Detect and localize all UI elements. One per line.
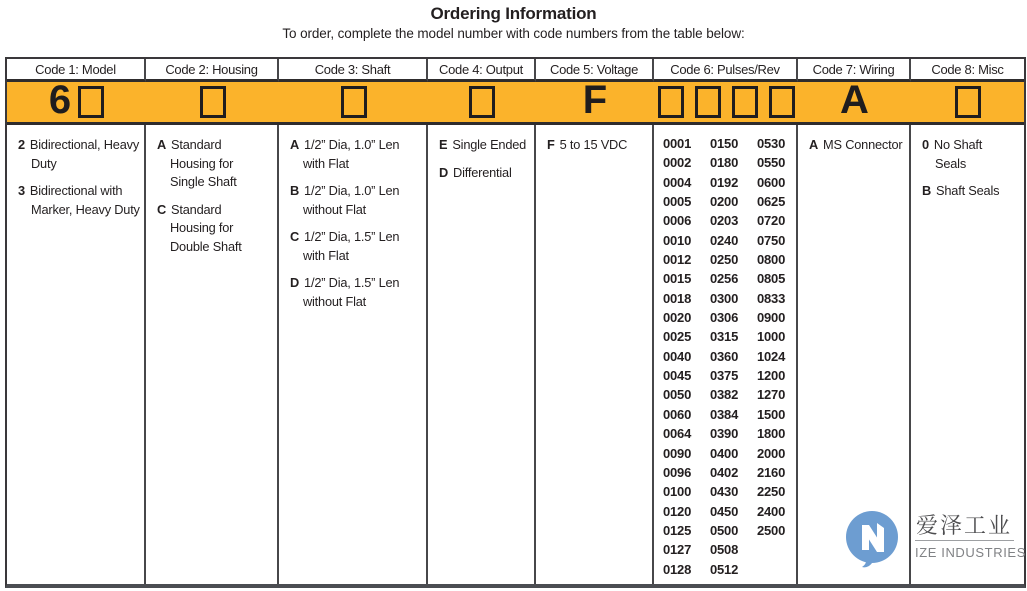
- options-code3-shaft: [279, 125, 428, 584]
- pulses-value: 0390: [710, 426, 739, 442]
- options-code5-voltage: [536, 125, 654, 584]
- option-desc: MS Connector: [823, 137, 903, 152]
- ize-logo-icon: [843, 507, 901, 569]
- pulses-value: 0512: [710, 561, 739, 577]
- pulses-value: 0128: [663, 561, 692, 577]
- pulses-value: 0005: [663, 194, 692, 210]
- option-A: [290, 136, 404, 173]
- pulses-value: 0020: [663, 310, 692, 326]
- pulses-value: 0100: [663, 484, 692, 500]
- option-code: 0: [922, 137, 929, 152]
- pulses-value: 0400: [710, 445, 739, 461]
- pulses-value: 0002: [663, 155, 692, 171]
- pulses-value: 0360: [710, 348, 739, 364]
- code-entry-box: [769, 86, 795, 118]
- misc-box-row: [955, 86, 981, 118]
- pulses-value: 0600: [757, 174, 786, 190]
- code-entry-box: [469, 86, 495, 118]
- option-code: D: [290, 275, 300, 290]
- pulses-value: 0306: [710, 310, 739, 326]
- voltage-code-letter: F: [582, 78, 608, 122]
- pulses-value: 2000: [757, 445, 786, 461]
- pulses-value: 0500: [710, 522, 739, 538]
- ize-logo-en: IZE INDUSTRIES: [915, 545, 1026, 560]
- option-desc: 1/2” Dia, 1.5” Len with Flat: [303, 229, 400, 263]
- option-code: F: [547, 137, 555, 152]
- option-E: [439, 136, 530, 155]
- option-code: 2: [18, 137, 25, 152]
- pulses-value: 0750: [757, 232, 786, 248]
- header-code3-shaft: Code 3: Shaft: [279, 59, 428, 82]
- option-code: A: [290, 137, 300, 152]
- housing-box-row: [200, 86, 226, 118]
- option-desc: Bidirectional, Heavy Duty: [29, 137, 140, 171]
- ize-logo-underline: [915, 540, 1014, 541]
- pulses-value: 0508: [710, 542, 739, 558]
- pulses-value: 2400: [757, 503, 786, 519]
- pulses-value: 2500: [757, 522, 786, 538]
- header-code5-voltage: Code 5: Voltage: [536, 59, 654, 82]
- option-desc: No Shaft Seals: [933, 137, 983, 171]
- pulses-value: 0090: [663, 445, 692, 461]
- option-code: 3: [18, 183, 25, 198]
- option-desc: 5 to 15 VDC: [559, 137, 628, 152]
- pulses-value: 0015: [663, 271, 692, 287]
- option-B: [922, 182, 1009, 201]
- pulses-value: 1500: [757, 406, 786, 422]
- banner-wiring-cell: [798, 78, 911, 122]
- code-entry-box: [658, 86, 684, 118]
- pulses-value: 0900: [757, 310, 786, 326]
- pulses-value: 0001: [663, 136, 692, 151]
- pulses-value: 0060: [663, 406, 692, 422]
- pulses-value: 0450: [710, 503, 739, 519]
- option-desc: Differential: [453, 164, 512, 180]
- option-code: D: [439, 164, 449, 180]
- pulses-value: 0550: [757, 155, 786, 171]
- pulses-value: [757, 541, 796, 560]
- pulses-value: 0004: [663, 174, 692, 190]
- option-code: E: [439, 137, 448, 152]
- option-2: [18, 136, 142, 173]
- pulses-value: 0833: [757, 290, 786, 306]
- pulses-value: [757, 561, 796, 580]
- pulses-value: 0045: [663, 368, 692, 384]
- pulses-value: 1024: [757, 348, 786, 364]
- pulses-value: 0300: [710, 290, 739, 306]
- banner-model-cell: [7, 78, 146, 122]
- option-C: [290, 228, 404, 265]
- option-desc: Standard Housing for Single Shaft: [170, 137, 237, 189]
- pulses-value: 0018: [663, 290, 692, 306]
- model-number-banner: [7, 78, 1024, 125]
- option-D: [290, 274, 404, 311]
- option-code: C: [290, 229, 300, 244]
- banner-shaft-cell: [279, 82, 428, 122]
- code-entry-box: [732, 86, 758, 118]
- output-box-row: [469, 86, 495, 118]
- banner-pulses-cell: [654, 82, 798, 122]
- pulses-value: 0025: [663, 329, 692, 345]
- pulses-value: 0530: [757, 136, 786, 151]
- option-F: [547, 136, 648, 155]
- header-code2-housing: Code 2: Housing: [146, 59, 279, 82]
- banner-housing-cell: [146, 82, 279, 122]
- pulses-value: 0375: [710, 368, 739, 384]
- option-code: A: [157, 137, 167, 152]
- pulses-value: 1270: [757, 387, 786, 403]
- option-0: [922, 136, 1009, 173]
- model-prefix: 6: [48, 78, 72, 122]
- pulses-value: 0120: [663, 503, 692, 519]
- options-code4-output: [428, 125, 536, 584]
- pulses-value: 0200: [710, 194, 739, 210]
- pulses-value: 0180: [710, 155, 739, 171]
- banner-misc-cell: [911, 82, 1024, 122]
- pulses-value: 0040: [663, 348, 692, 364]
- option-desc: 1/2” Dia, 1.0” Len without Flat: [303, 183, 400, 217]
- option-desc: 1/2” Dia, 1.0” Len with Flat: [303, 137, 400, 171]
- code-entry-box: [200, 86, 226, 118]
- options-code1-model: [7, 125, 146, 584]
- pulses-value: 0720: [757, 213, 786, 229]
- option-code: A: [809, 137, 819, 152]
- options-code2-housing: [146, 125, 279, 584]
- option-A: [809, 136, 905, 155]
- pulses-value: 0384: [710, 406, 739, 422]
- pulses-value: 0150: [710, 136, 739, 151]
- pulses-per-rev-grid: [654, 125, 798, 584]
- pulses-value: 0192: [710, 174, 739, 190]
- header-code8-misc: Code 8: Misc: [911, 59, 1024, 82]
- banner-voltage-cell: [536, 78, 654, 122]
- pulses-value: 0805: [757, 271, 786, 287]
- pulses-value: 1200: [757, 368, 786, 384]
- option-A: [157, 136, 247, 192]
- option-3: [18, 182, 142, 219]
- pulses-value: 0256: [710, 271, 739, 287]
- page-subtitle: To order, complete the model number with code numbers from the table below:: [282, 26, 745, 41]
- option-code: B: [290, 183, 300, 198]
- pulses-value: 0203: [710, 213, 739, 229]
- pulses-value: 0315: [710, 329, 739, 345]
- code-entry-box: [695, 86, 721, 118]
- option-desc: Bidirectional with Marker, Heavy Duty: [29, 183, 140, 217]
- header-code4-output: Code 4: Output: [428, 59, 536, 82]
- pulses-value: 0240: [710, 232, 739, 248]
- wiring-code-letter: A: [840, 78, 869, 122]
- pulses-value: 0382: [710, 387, 739, 403]
- option-desc: 1/2” Dia, 1.5” Len without Flat: [303, 275, 400, 309]
- pulses-value: 0430: [710, 484, 739, 500]
- option-desc: Single Ended: [452, 137, 527, 152]
- pulses-value: 0096: [663, 464, 692, 480]
- pulses-value: 0050: [663, 387, 692, 403]
- pulses-value: 2160: [757, 464, 786, 480]
- header-code7-wiring: Code 7: Wiring: [798, 59, 911, 82]
- option-desc: Standard Housing for Double Shaft: [170, 201, 242, 254]
- pulses-value: 2250: [757, 484, 786, 500]
- option-D: [439, 164, 530, 183]
- model-box-row: [78, 86, 104, 118]
- code-entry-box: [955, 86, 981, 118]
- page-title: Ordering Information: [430, 4, 597, 23]
- pulses-value: 1800: [757, 426, 786, 442]
- ize-logo-cn: 爱泽工业: [916, 513, 1013, 538]
- pulses-value: 0012: [663, 252, 692, 268]
- pulses-box-row: [658, 86, 795, 118]
- ize-logo: [843, 505, 1026, 575]
- option-code: C: [157, 201, 167, 217]
- header-code1-model: Code 1: Model: [7, 59, 146, 82]
- pulses-value: 0250: [710, 252, 739, 268]
- pulses-value: 0006: [663, 213, 692, 229]
- code-entry-box: [341, 86, 367, 118]
- pulses-value: 0800: [757, 252, 786, 268]
- option-desc: Shaft Seals: [936, 183, 1000, 198]
- pulses-value: 1000: [757, 329, 786, 345]
- pulses-value: 0064: [663, 426, 692, 442]
- code-entry-box: [78, 86, 104, 118]
- shaft-box-row: [341, 86, 367, 118]
- pulses-value: 0010: [663, 232, 692, 248]
- pulses-value: 0402: [710, 464, 739, 480]
- pulses-value: 0125: [663, 522, 692, 538]
- banner-output-cell: [428, 82, 536, 122]
- header-code6-pulses: Code 6: Pulses/Rev: [654, 59, 798, 82]
- option-code: B: [922, 183, 932, 198]
- pulses-value: 0625: [757, 194, 786, 210]
- pulses-value: 0127: [663, 542, 692, 558]
- option-B: [290, 182, 404, 219]
- option-C: [157, 201, 247, 257]
